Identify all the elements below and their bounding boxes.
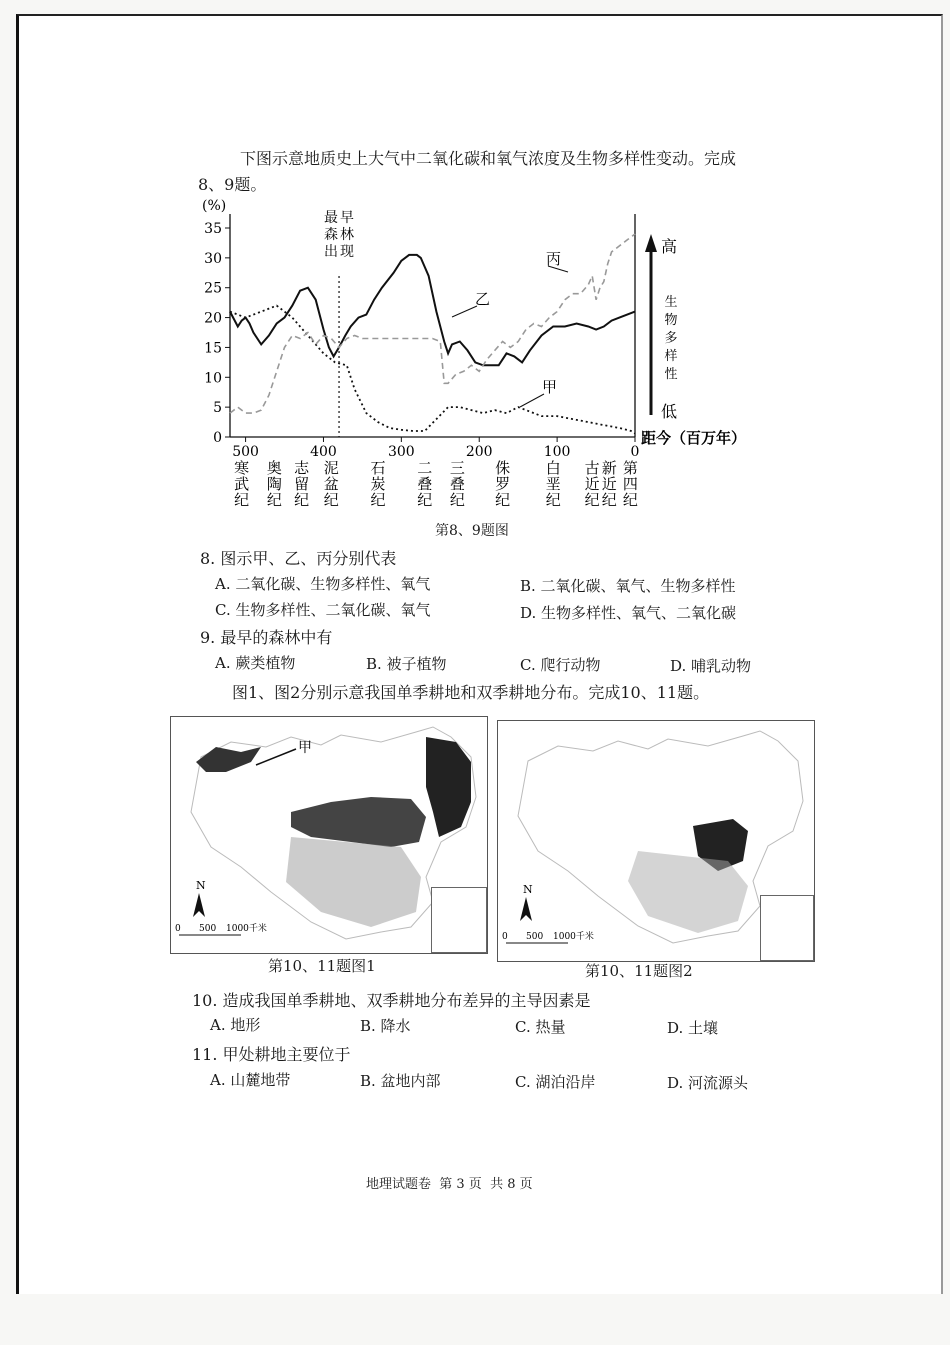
q11-option-a[interactable]: A. 山麓地带 [210, 1071, 291, 1089]
q11-option-d[interactable]: D. 河流源头 [667, 1074, 749, 1092]
series-label-leader [452, 306, 477, 317]
q9-option-a[interactable]: A. 蕨类植物 [215, 654, 296, 672]
intro-2: 图1、图2分别示意我国单季耕地和双季耕地分布。完成10、11题。 [232, 683, 710, 702]
q8-option-c[interactable]: C. 生物多样性、二氧化碳、氧气 [215, 601, 431, 619]
map2-caption: 第10、11题图2 [585, 962, 693, 980]
series-yi-line [230, 255, 635, 365]
q11-stem: 11. 甲处耕地主要位于 [192, 1045, 351, 1064]
x-tick-label: 100 [543, 444, 571, 460]
period-label: 寒武纪 [234, 459, 250, 509]
period-label: 第四纪 [622, 459, 638, 509]
intro-line-2: 8、9题。 [198, 175, 267, 194]
map1-north-label: N [196, 879, 206, 892]
y-axis-label: (%) [202, 198, 227, 214]
period-label: 新近纪 [601, 459, 617, 509]
q9-stem: 9. 最早的森林中有 [200, 628, 333, 647]
period-label: 二叠纪 [417, 459, 433, 509]
period-label: 三叠纪 [449, 459, 465, 509]
map-single-season-cropland [170, 716, 488, 954]
map2-scale-1000: 1000千米 [553, 932, 594, 942]
y-tick-label: 35 [204, 221, 222, 237]
map2-north-arrow-icon [520, 897, 532, 921]
chart-caption: 第8、9题图 [435, 523, 509, 539]
q9-option-d[interactable]: D. 哺乳动物 [670, 657, 752, 675]
period-label: 侏罗纪 [495, 459, 511, 509]
y-tick-label: 15 [204, 340, 222, 357]
biodiversity-high-label: 高 [661, 237, 678, 256]
map-double-season-cropland [497, 720, 815, 962]
x-axis-label: 距今（百万年） [641, 429, 747, 447]
q8-stem: 8. 图示甲、乙、丙分别代表 [200, 549, 397, 568]
x-tick-label: 500 [232, 444, 259, 460]
intro-line-1: 下图示意地质史上大气中二氧化碳和氧气浓度及生物多样性变动。完成 [240, 149, 737, 168]
period-label: 奥陶纪 [266, 459, 282, 509]
y-tick-label: 5 [213, 400, 222, 417]
y-tick-label: 0 [213, 430, 222, 446]
series-label-yi: 乙 [475, 290, 491, 308]
map1-scale-500: 500 [199, 924, 217, 934]
map2-scale-500: 500 [526, 932, 544, 942]
y-tick-label: 10 [204, 370, 222, 387]
map2-south-china-sea-inset [760, 895, 814, 961]
series-label-bing: 丙 [546, 250, 562, 268]
x-tick-label: 400 [310, 444, 337, 460]
q10-option-a[interactable]: A. 地形 [210, 1016, 261, 1034]
q8-option-a[interactable]: A. 二氧化碳、生物多样性、氧气 [215, 575, 431, 593]
chart-co2-o2-biodiversity [190, 192, 747, 542]
earliest-forest-label: 最 早森 林出 现 [324, 210, 355, 260]
q10-stem: 10. 造成我国单季耕地、双季耕地分布差异的主导因素是 [192, 991, 591, 1010]
map2-scale-0: 0 [502, 932, 508, 942]
map1-label-jia: 甲 [298, 740, 312, 756]
q11-option-c[interactable]: C. 湖泊沿岸 [515, 1073, 596, 1091]
map1-caption: 第10、11题图1 [268, 957, 376, 975]
q10-option-b[interactable]: B. 降水 [360, 1017, 411, 1035]
period-label: 泥盆纪 [323, 459, 339, 509]
map2-north-label: N [523, 883, 533, 896]
series-label-leader [520, 394, 544, 407]
period-label: 志留纪 [294, 459, 310, 509]
series-label-jia: 甲 [542, 378, 558, 396]
map1-scale-1000: 1000千米 [226, 924, 267, 934]
biodiversity-low-label: 低 [661, 402, 678, 421]
q8-option-d[interactable]: D. 生物多样性、氧气、二氧化碳 [520, 604, 737, 622]
page-footer: 地理试题卷 第 3 页 共 8 页 [366, 1177, 533, 1192]
map1-south-china-sea-inset [431, 887, 487, 953]
map1-scale-0: 0 [175, 924, 181, 934]
period-label: 古近纪 [584, 459, 600, 509]
map1-north-arrow-icon [193, 893, 205, 917]
q10-option-c[interactable]: C. 热量 [515, 1018, 566, 1036]
q9-option-b[interactable]: B. 被子植物 [366, 655, 447, 673]
x-tick-label: 200 [465, 444, 493, 460]
period-label: 石炭纪 [370, 459, 386, 509]
y-tick-label: 25 [204, 280, 222, 297]
y-tick-label: 20 [204, 310, 222, 327]
x-tick-label: 300 [387, 444, 415, 460]
biodiversity-label: 生物多样性 [664, 295, 678, 382]
q9-option-c[interactable]: C. 爬行动物 [520, 656, 601, 674]
y-tick-label: 30 [204, 250, 222, 267]
q11-option-b[interactable]: B. 盆地内部 [360, 1072, 441, 1090]
q10-option-d[interactable]: D. 土壤 [667, 1019, 719, 1037]
q8-option-b[interactable]: B. 二氧化碳、氧气、生物多样性 [520, 577, 736, 595]
x-tick-label: 0 [630, 444, 640, 460]
period-label: 白垩纪 [545, 459, 561, 509]
biodiversity-arrow-icon [645, 234, 657, 252]
